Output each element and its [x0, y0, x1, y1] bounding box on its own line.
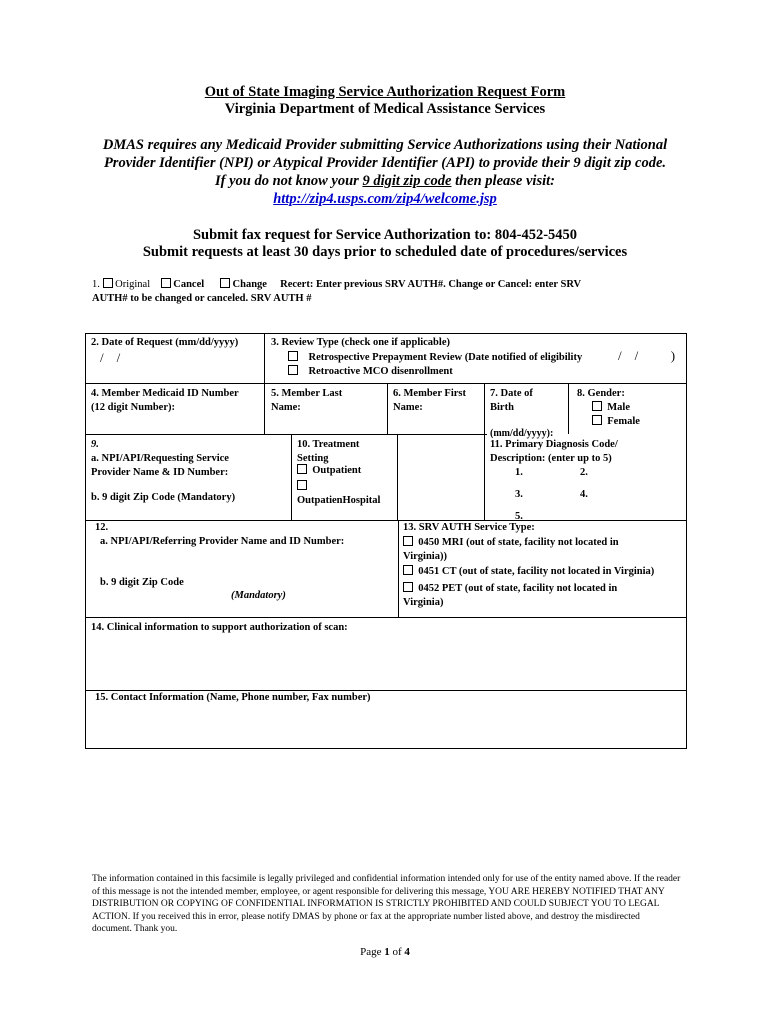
female-label: Female: [607, 416, 640, 427]
page-prefix: Page: [360, 946, 385, 958]
table-right-border: [686, 333, 687, 749]
row-divider-4: [85, 617, 686, 618]
field-6-label-line1: 6. Member First: [393, 388, 466, 399]
field-4-medicaid-id-label: [91, 387, 239, 415]
page-current: 1: [384, 946, 390, 958]
field-7-date-format: (mm/dd/yyyy):: [490, 428, 554, 439]
submit-deadline: Submit requests at least 30 days prior to scheduled date of procedures/services: [142, 244, 628, 260]
field-8-gender-label: 8. Gender:: [577, 388, 625, 399]
change-label: Change: [232, 279, 267, 290]
field-10-treatment-setting-label: [297, 438, 359, 466]
field-15-contact-info-label: 15. Contact Information (Name, Phone number, Fax number): [95, 692, 371, 703]
mri-label: 0450 MRI (out of state, facility not located in: [418, 537, 619, 548]
field-5-label-line1: 5. Member Last: [271, 388, 343, 399]
cancel-checkbox[interactable]: [161, 278, 171, 288]
page-number: [0, 946, 770, 958]
table-left-border: [85, 333, 86, 749]
outpatient-hospital-checkbox[interactable]: [297, 480, 307, 490]
original-checkbox[interactable]: [103, 278, 113, 288]
retroactive-label: Retroactive MCO disenrollment: [308, 366, 453, 377]
field-9-number: 9.: [91, 439, 99, 450]
row-divider-1: [85, 383, 686, 384]
field-3-option-retroactive: [288, 365, 453, 379]
field-12-number: 12.: [95, 522, 109, 533]
field-14-clinical-info-label: 14. Clinical information to support authorization of scan:: [91, 622, 348, 633]
field-10-label-line2: Setting: [297, 453, 329, 464]
diagnosis-code-5[interactable]: 5.: [515, 511, 523, 520]
field-11-label-line1: 11. Primary Diagnosis Code/: [490, 439, 618, 450]
diagnosis-code-3[interactable]: 3.: [515, 489, 523, 500]
col-divider-7-8: [568, 383, 569, 434]
field-12a-referring-provider-label: a. NPI/API/Referring Provider Name and ID Number:: [100, 536, 345, 547]
field-12b-zip-label: b. 9 digit Zip Code: [100, 577, 184, 588]
field-7-label-line2: Birth: [490, 402, 514, 413]
field-5-label-line2: Name:: [271, 402, 301, 413]
notice-zip-emphasis: 9 digit zip code: [362, 173, 452, 189]
notice-line-1: DMAS requires any Medicaid Provider submitting Service Authorizations using their National: [102, 137, 668, 153]
notice-line-3-c: then please visit:: [451, 173, 555, 189]
field-11-diagnosis-label: [490, 438, 618, 466]
notice-line-3: [0, 173, 770, 190]
page-total: 4: [404, 946, 410, 958]
field-6-first-name-label: [393, 387, 466, 415]
cancel-label: Cancel: [173, 279, 205, 290]
diagnosis-code-1[interactable]: 1.: [515, 467, 523, 478]
female-checkbox[interactable]: [592, 415, 602, 425]
notice-line-2: Provider Identifier (NPI) or Atypical Provider Identifier (API) to provide their 9 digit zip code.: [103, 155, 667, 171]
service-pet-option: [403, 582, 617, 596]
outpatient-hospital-label: OutpatienHospital: [297, 495, 381, 506]
col-divider-10-11: [397, 434, 398, 520]
retroactive-checkbox[interactable]: [288, 365, 298, 375]
mri-checkbox[interactable]: [403, 536, 413, 546]
field-7-label-line1: 7. Date of: [490, 388, 533, 399]
form-title: Out of State Imaging Service Authorization Request Form: [204, 84, 566, 100]
service-ct-option: [403, 565, 654, 579]
field-4-label-line2: (12 digit Number):: [91, 402, 175, 413]
field-2-date-input[interactable]: / /: [100, 350, 121, 365]
gender-female-option: [592, 415, 640, 429]
outpatient-hospital-option: [297, 480, 307, 494]
table-bottom-border: [85, 748, 686, 749]
col-divider-9-10: [291, 434, 292, 520]
field-3-review-type-label: 3. Review Type (check one if applicable): [271, 337, 450, 348]
fax-instruction: Submit fax request for Service Authorization to: 804-452-5450: [192, 227, 578, 243]
col-divider-6-7: [484, 383, 485, 520]
notice-line-3-a: If you do not know your: [215, 173, 363, 189]
ct-label: 0451 CT (out of state, facility not located in Virginia): [418, 566, 655, 577]
retrospective-label: Retrospective Prepayment Review (Date notified of eligibility: [308, 352, 583, 363]
retrospective-checkbox[interactable]: [288, 351, 298, 361]
eligibility-date-input[interactable]: / / ): [618, 348, 676, 363]
outpatient-checkbox[interactable]: [297, 464, 307, 474]
male-checkbox[interactable]: [592, 401, 602, 411]
field-9a-label-line1: a. NPI/API/Requesting Service: [91, 453, 229, 464]
service-mri-option: [403, 536, 619, 550]
section-1-number: 1.: [92, 279, 100, 290]
col-divider-12-13: [398, 520, 399, 617]
col-divider-5-6: [387, 383, 388, 434]
original-label: Original: [115, 279, 151, 290]
gender-male-option: [592, 401, 630, 415]
pet-checkbox[interactable]: [403, 582, 413, 592]
ct-checkbox[interactable]: [403, 565, 413, 575]
row-divider-2a: [85, 434, 487, 435]
field-2-date-of-request-label: 2. Date of Request (mm/dd/yyyy): [91, 337, 239, 348]
field-3-option-retrospective: [288, 351, 582, 365]
outpatient-label: Outpatient: [312, 465, 362, 476]
change-checkbox[interactable]: [220, 278, 230, 288]
pet-label-line2: Virginia): [403, 597, 444, 608]
field-10-label-line1: 10. Treatment: [297, 439, 360, 450]
field-12b-mandatory: (Mandatory): [231, 590, 286, 601]
recert-instruction: Recert: Enter previous SRV AUTH#. Change or Cancel: enter SRV: [280, 279, 582, 290]
field-5-last-name-label: [271, 387, 342, 415]
agency-name: Virginia Department of Medical Assistance Services: [224, 101, 546, 117]
field-9a-label: [91, 452, 229, 480]
field-4-label-line1: 4. Member Medicaid ID Number: [91, 388, 239, 399]
page-of: of: [389, 946, 405, 958]
outpatient-option: [297, 464, 361, 478]
pet-label: 0452 PET (out of state, facility not located in: [418, 583, 618, 594]
usps-zip-link[interactable]: http://zip4.usps.com/zip4/welcome.jsp: [273, 191, 497, 207]
field-11-label-line2: Description: (enter up to 5): [490, 453, 612, 464]
request-type-row: [92, 278, 692, 292]
table-top-border: [85, 333, 686, 334]
col-divider-2-3: [264, 333, 265, 434]
confidentiality-disclaimer: The information contained in this facsimile is legally privileged and confidential information intended only for use of the entity named above. If the reader of this message is not the intended member, employee, or agent responsible for delivering this message, YOU ARE HEREBY NOTIFIED THAT ANY DISTRIBUTION OR COPYING OF CONFIDENTIAL INFORMATION IS STRICTLY PROHIBITED AND COULD SUBJECT YOU TO LEGAL ACTION. If you received this in error, please notify DMAS by phone or fax at the appropriate number listed above, and destroy the misdirected document. Thank you.: [92, 874, 681, 934]
diagnosis-code-2[interactable]: 2.: [580, 467, 588, 478]
diagnosis-code-4[interactable]: 4.: [580, 489, 588, 500]
field-6-label-line2: Name:: [393, 402, 423, 413]
field-9a-label-line2: Provider Name & ID Number:: [91, 467, 229, 478]
field-13-service-type-label: 13. SRV AUTH Service Type:: [403, 522, 535, 533]
male-label: Male: [607, 402, 630, 413]
field-7-dob-label: [490, 387, 533, 415]
mri-label-line2: Virginia)): [403, 551, 447, 562]
srv-auth-number-label: AUTH# to be changed or canceled. SRV AUTH #: [92, 293, 312, 304]
row-divider-3: [85, 520, 686, 521]
field-9b-zip-label: b. 9 digit Zip Code (Mandatory): [91, 492, 236, 503]
